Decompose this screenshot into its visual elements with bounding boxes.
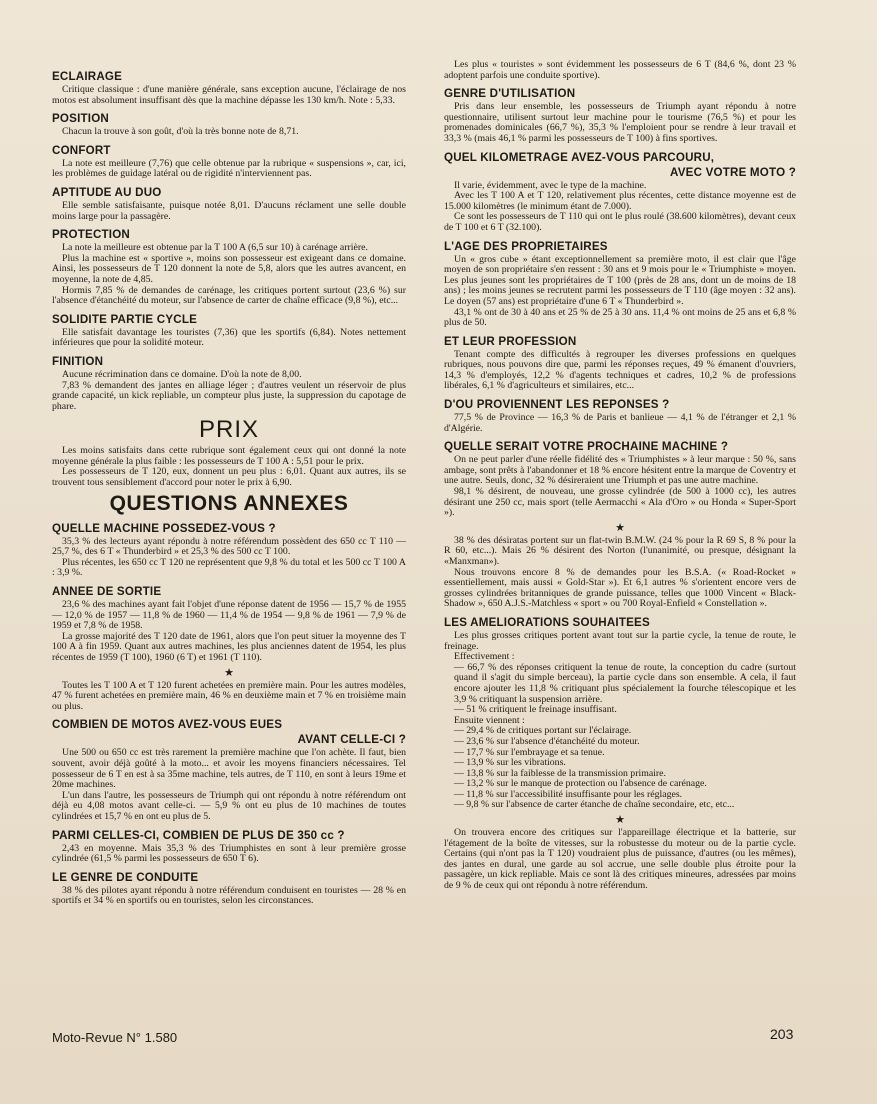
section-title-quelle-machine: QUELLE MACHINE POSSEDEZ-VOUS ? — [52, 521, 276, 535]
section-title-kilometrage-continued: AVEC VOTRE MOTO ? — [670, 165, 796, 179]
star-separator: ★ — [224, 666, 234, 679]
paragraph: Plus récentes, les 650 cc T 120 ne représentent que 9,8 % du total et les 500 cc T 100 A : 3,9 %. — [52, 556, 406, 579]
paragraph: La note est meilleure (7,76) que celle obtenue par la rubrique « suspensions », car, ici, les problèmes de guidage latéral ou de rigidité n'interviennent pas. — [52, 157, 406, 180]
section-title-finition: FINITION — [52, 354, 104, 368]
section-title-aptitude: APTITUDE AU DUO — [52, 185, 162, 199]
section-title-age: L'AGE DES PROPRIETAIRES — [444, 239, 608, 253]
paragraph: Tenant compte des difficultés à regrouper les diverses professions en quelques rubriques, nous pouvons dire que, parmi les réponses reçues, 49 % émanent d'ouvriers, 14,3 % d'employés, 12,2 % d'agents techniques et cadres, 10,2 % de professions libérales, 6,1 % d'agriculteurs et similaires, etc... — [444, 348, 796, 392]
paragraph: 2,43 en moyenne. Mais 35,3 % des Triumphistes en sont à leur première grosse cylindrée (61,5 % parmi les possesseurs de 650 T 6). — [52, 842, 406, 865]
paragraph: 38 % des pilotes ayant répondu à notre référendum conduisent en touristes — 28 % en sportifs et 34 % en sportifs ou en touristes, selon les circonstances. — [52, 884, 406, 907]
paragraph: Elle semble satisfaisante, puisque notée 8,01. D'aucuns réclament une selle double moins large pour la passagère. — [52, 199, 406, 222]
list-item: — 23,6 % sur l'absence d'étanchéité du moteur. — [454, 735, 640, 747]
paragraph: Critique classique : d'une manière générale, sans exception aucune, l'éclairage de nos motos est absolument insuffisant dès que la machine dépasse les 130 km/h. Note : 5,33. — [52, 84, 406, 106]
section-title-protection: PROTECTION — [52, 228, 131, 242]
list-item: — 13,8 % sur la faiblesse de la transmission primaire. — [454, 767, 666, 779]
paragraph: Plus la machine est « sportive », moins son possesseur est exigeant dans ce domaine. Ainsi, les possesseurs de T 120 donnent la note de 5,8, alors que les autres avancent, en moyenne, la note de 4,85. — [52, 252, 406, 285]
paragraph: Pris dans leur ensemble, les possesseurs de Triumph ayant répondu à notre questionnaire, utilisent surtout leur machine pour le tourisme (76,5 %) et pour les promenades dominicales (66,7 %), 35,3 % l'emploient pour se rendre à leur travail et 33,3 % (mais 46,1 % parmi les possesseurs de T 100) à fins sportives. — [444, 101, 796, 144]
paragraph: 35,3 % des lecteurs ayant répondu à notre référendum possèdent des 650 cc T 110 — 25,7 %, des 6 T « Thunderbird » et 25,3 % des 500 cc T 100. — [52, 535, 406, 558]
section-title-genre-conduite: LE GENRE DE CONDUITE — [52, 870, 199, 884]
section-title-genre-utilisation: GENRE D'UTILISATION — [444, 87, 576, 101]
list-item: — 9,8 % sur l'absence de carter étanche de chaîne secondaire, etc, etc... — [454, 799, 735, 811]
paragraph: — 51 % critiquent le freinage insuffisant. — [454, 704, 617, 716]
paragraph: Aucune récrimination dans ce domaine. D'où la note de 8,00. — [62, 368, 302, 380]
prix-heading: PRIX — [198, 416, 259, 444]
paragraph: Hormis 7,85 % de demandes de carénage, les critiques portent surtout (23,6 %) sur l'absence d'étanchéité du moteur, sur l'absence de carter de chaîne efficace (9,8 %), etc... — [52, 284, 406, 307]
paragraph: — 66,7 % des réponses critiquent la tenue de route, la conception du cadre (surtout quand il s'agit du simple berceau), la partie cycle dans son ensemble. A cela, il faut encore ajouter les 11,8 % critiquant plus spécialement la fourche télescopique et les 3,9 % critiquant la suspension arrière. — [454, 661, 796, 705]
section-title-combien-continued: AVANT CELLE-CI ? — [297, 733, 406, 747]
paragraph: La grosse majorité des T 120 date de 1961, alors que l'on peut situer la moyenne des T 100 A à fin 1959. Quant aux autres machines, les plus anciennes datent de 1954, les plus récentes de 1959 (T 100), 1960 (6 T) et 1961 (T 110). — [52, 630, 406, 663]
paragraph: Les moins satisfaits dans cette rubrique sont également ceux qui ont donné la note moyenne générale la plus faible : les possesseurs de T 100 A : 5,51 pour le prix. — [52, 445, 406, 467]
paragraph: Ce sont les possesseurs de T 110 qui ont le plus roulé (38.600 kilomètres), devant ceux de T 100 et 6 T (32.100). — [444, 211, 796, 233]
paragraph: On trouvera encore des critiques sur l'appareillage électrique et la batterie, sur l'étagement de la boîte de vitesses, sur la robustesse du moteur ou de la partie cycle. Certains (qui n'ont pas la T 120) voudraient plus de puissance, d'autres (ou les mêmes), des jantes en dural, une garde au sol accrue, une selle double plus étroite pour la passagère, un kick repliable. Mais ce sont là des critiques mineures, adressées par moins de 9 % de ceux qui ont répondu à notre référendum. — [444, 827, 796, 892]
list-item: — 13,2 % sur le manque de protection ou l'absence de carénage. — [454, 778, 707, 790]
paragraph: On ne peut parler d'une réelle fidélité des « Triumphistes » à leur marque : 50 %, sans ambage, sont prêts à l'abandonner et 18 % encore hésitent entre la marque de Coventry et une autre. Seuls, donc, 32 % désireraient une Triumph et pas une autre machine. — [444, 454, 796, 487]
section-title-solidite: SOLIDITE PARTIE CYCLE — [52, 312, 198, 326]
section-title-combien: COMBIEN DE MOTOS AVEZ-VOUS EUES — [52, 718, 283, 732]
section-title-prochaine: QUELLE SERAIT VOTRE PROCHAINE MACHINE ? — [444, 440, 729, 454]
section-title-ameliorations: LES AMELIORATIONS SOUHAITEES — [444, 615, 650, 629]
section-title-eclairage: ECLAIRAGE — [52, 70, 123, 83]
paragraph: Elle satisfait davantage les touristes (7,36) que les sportifs (6,84). Notes nettement inférieures que pour la solidité moteur. — [52, 326, 406, 349]
star-separator: ★ — [615, 814, 625, 827]
paragraph: 43,1 % ont de 30 à 40 ans et 25 % de 25 à 30 ans. 11,4 % ont moins de 25 ans et 6,8 % plus de 50. — [444, 306, 796, 329]
paragraph: La note la meilleure est obtenue par la T 100 A (6,5 sur 10) à carénage arrière. — [62, 242, 368, 254]
paragraph: Les possesseurs de T 120, eux, donnent un peu plus : 6,01. Quant aux autres, ils se trouvent tous sensiblement d'accord pour noter le prix à 6,90. — [52, 466, 406, 489]
paragraph: Un « gros cube » étant exceptionnellement sa première moto, il est clair que l'âge moyen de son propriétaire s'en ressent : 30 ans et 9 mois pour le « Triumphiste » moyen. Les plus jeunes sont les propriétaires de T 100 (près de 28 ans, dont un de moins de 18 ans) ; les moins jeunes se recrutent parmi les possesseurs de T 110 (âge moyen : 32 ans). Le doyen (57 ans) est propriétaire d'une 6 T « Thunderbird ». — [444, 253, 796, 307]
questions-annexes-heading: QUESTIONS ANNEXES — [109, 491, 349, 515]
paragraph: 7,83 % demandent des jantes en alliage léger ; d'autres veulent un réservoir de plus grande capacité, un kick repliable, un compteur plus juste, la suppression du capotage de phare. — [52, 379, 406, 412]
paragraph: Chacun la trouve à son goût, d'où la très bonne note de 8,71. — [62, 126, 299, 138]
section-title-provenance: D'OU PROVIENNENT LES REPONSES ? — [444, 398, 670, 412]
section-title-parmi: PARMI CELLES-CI, COMBIEN DE PLUS DE 350 cc ? — [52, 828, 345, 842]
list-item: — 29,4 % de critiques portant sur l'éclairage. — [454, 725, 632, 737]
section-title-annee: ANNEE DE SORTIE — [52, 585, 162, 599]
section-title-confort: CONFORT — [52, 143, 111, 157]
page-number: 203 — [770, 1026, 794, 1042]
star-separator: ★ — [615, 521, 625, 534]
paragraph: Toutes les T 100 A et T 120 furent achetées en première main. Pour les autres modèles, 47 % furent achetées en première main, 46 % en deuxième main et 7 % en troisième main ou plus. — [52, 679, 406, 712]
paragraph: L'un dans l'autre, les possesseurs de Triumph qui ont répondu à notre référendum ont déjà eu 4,08 motos avant celle-ci. — 5,9 % ont eu plus de 10 machines de toutes cylindrées et 15,7 % en ont eu plus de 5. — [52, 789, 406, 822]
list-item: — 11,8 % sur l'accessibilité insuffisante pour les réglages. — [454, 788, 683, 800]
paragraph: Il varie, évidemment, avec le type de la machine. — [454, 179, 647, 191]
paragraph: 77,5 % de Province — 16,3 % de Paris et banlieue — 4,1 % de l'étranger et 2,1 % d'Algérie. — [444, 412, 796, 434]
paragraph: 98,1 % désirent, de nouveau, une grosse cylindrée (de 500 à 1000 cc), les autres désirant une 250 cc, mais sport (telle Aermacchi « Ala d'Oro » ou Honda « Super-Sport »). — [444, 486, 796, 519]
right-column — [444, 60, 796, 892]
section-title-position: POSITION — [52, 112, 109, 126]
section-title-kilometrage: QUEL KILOMETRAGE AVEZ-VOUS PARCOURU, — [444, 150, 715, 164]
section-title-profession: ET LEUR PROFESSION — [444, 334, 577, 348]
paragraph: Nous trouvons encore 8 % de demandes pour les B.S.A. (« Road-Rocket » essentiellement, mais aussi « Gold-Star »). Et 6,1 autres % s'orientent encore vers de grosses cylindrées britanniques de grande puissance, telles que 1000 Vincent « Black-Shadow », 650 A.J.S.-Matchless « sport » ou 700 Royal-Enfield « Constellation ». — [444, 566, 796, 610]
list-item: — 17,7 % sur l'embrayage et sa tenue. — [454, 746, 605, 758]
paragraph: Ensuite viennent : — [454, 714, 525, 726]
paragraph: 38 % des désiratas portent sur un flat-twin B.M.W. (24 % pour la R 69 S, 8 % pour la R 60, etc...). Mais 26 % désirent des Norton (l'unanimité, ou presque, désignant la «Manxman»). — [444, 534, 796, 567]
left-column — [52, 64, 406, 907]
paragraph: 23,6 % des machines ayant fait l'objet d'une réponse datent de 1956 — 15,7 % de 1955 — 12,0 % de 1957 — 11,8 % de 1960 — 11,4 % de 1954 — 9,8 % de 1961 — 7,9 % de 1959 et 7,8 % de 1958. — [52, 599, 406, 632]
paragraph: Les plus « touristes » sont évidemment les possesseurs de 6 T (84,6 %, dont 23 % adoptent parfois une conduite sportive). — [444, 59, 796, 81]
paragraph: Les plus grosses critiques portent avant tout sur la partie cycle, la tenue de route, le freinage. — [444, 629, 796, 652]
paragraph: Effectivement : — [454, 651, 515, 663]
list-item: — 13,9 % sur les vibrations. — [454, 757, 566, 769]
magazine-footer: Moto-Revue N° 1.580 — [52, 1030, 178, 1045]
paragraph: Avec les T 100 A et T 120, relativement plus récentes, cette distance moyenne est de 15.000 kilomètres (le minimum étant de 7.000). — [444, 190, 796, 212]
paragraph: Une 500 ou 650 cc est très rarement la première machine que l'on achète. Il faut, bien souvent, avoir déjà goûté à la moto... et avoir les moyens financiers nécessaires. Tel possesseur de 6 T en est à sa 35me machine, tels autres, de T 110, en sont à leurs 19me et 20me machines. — [52, 747, 406, 791]
